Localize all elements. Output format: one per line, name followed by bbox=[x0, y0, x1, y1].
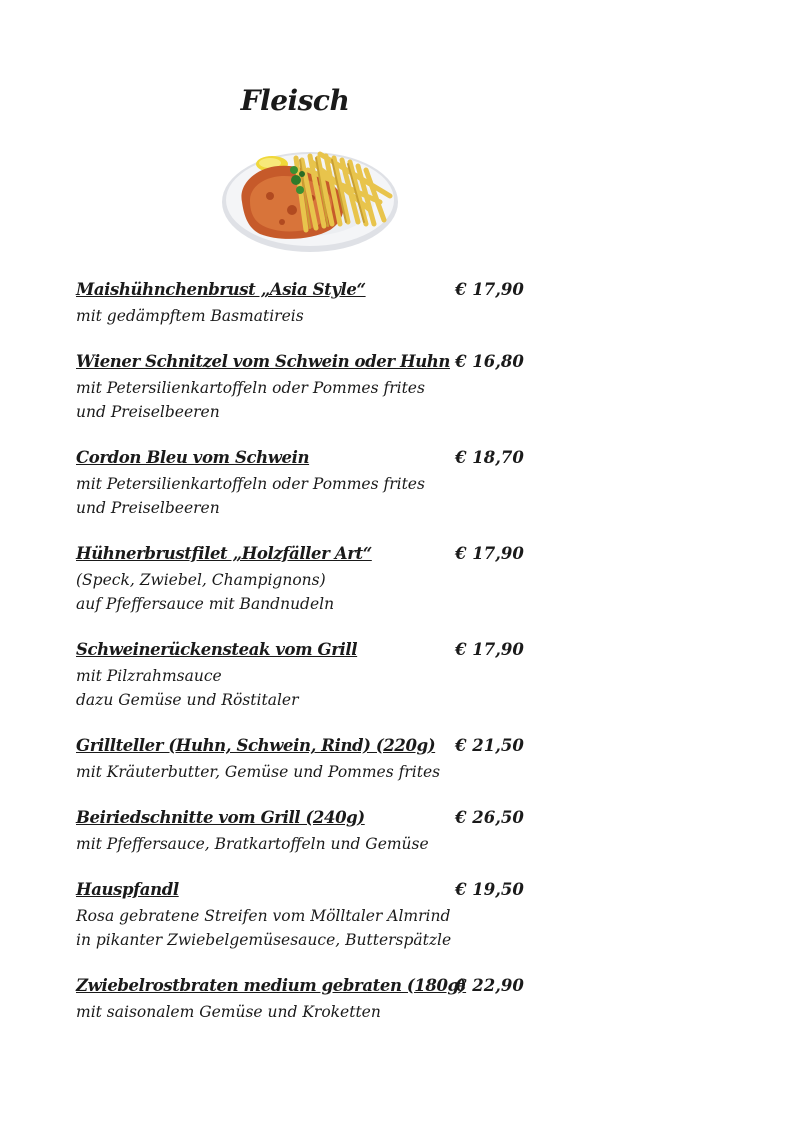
menu-item-header bbox=[76, 544, 536, 568]
dish-description: (Speck, Zwiebel, Champignons) bbox=[76, 571, 326, 589]
menu-item bbox=[76, 880, 536, 976]
dish-photo bbox=[220, 140, 402, 254]
dish-description: und Preiselbeeren bbox=[76, 403, 220, 421]
menu-item bbox=[76, 544, 536, 640]
menu-item-header bbox=[76, 880, 536, 904]
dish-description: mit Kräuterbutter, Gemüse und Pommes frites bbox=[76, 763, 441, 781]
dish-description: und Preiselbeeren bbox=[76, 499, 220, 517]
dish-price: € 22,90 bbox=[455, 976, 524, 995]
dish-name: Schweinerückensteak vom Grill bbox=[76, 640, 358, 659]
dish-price: € 19,50 bbox=[455, 880, 524, 899]
dish-description: Rosa gebratene Streifen vom Mölltaler Almrind bbox=[76, 907, 451, 925]
dish-description: mit saisonalem Gemüse und Kroketten bbox=[76, 1003, 381, 1021]
dish-description: mit Pilzrahmsauce bbox=[76, 667, 222, 685]
dish-description: in pikanter Zwiebelgemüsesauce, Butterspätzle bbox=[76, 931, 452, 949]
dish-name: Hühnerbrustfilet „Holzfäller Art“ bbox=[76, 544, 372, 563]
menu-item bbox=[76, 280, 536, 352]
dish-name: Maishühnchenbrust „Asia Style“ bbox=[76, 280, 366, 299]
dish-description: dazu Gemüse und Röstitaler bbox=[76, 691, 299, 709]
menu-item-header bbox=[76, 448, 536, 472]
dish-price: € 16,80 bbox=[455, 352, 524, 371]
menu-item bbox=[76, 736, 536, 808]
dish-price: € 17,90 bbox=[455, 640, 524, 659]
menu-item-header bbox=[76, 280, 536, 304]
dish-name: Zwiebelrostbraten medium gebraten (180g) bbox=[76, 976, 467, 995]
page-title: Fleisch bbox=[240, 84, 350, 117]
dish-name: Beiriedschnitte vom Grill (240g) bbox=[76, 808, 365, 827]
dish-name: Grillteller (Huhn, Schwein, Rind) (220g) bbox=[76, 736, 436, 755]
menu-item-header bbox=[76, 352, 536, 376]
dish-name: Wiener Schnitzel vom Schwein oder Huhn bbox=[76, 352, 450, 371]
dish-name: Cordon Bleu vom Schwein bbox=[76, 448, 310, 467]
menu-item bbox=[76, 352, 536, 448]
dish-price: € 17,90 bbox=[455, 280, 524, 299]
menu-item-header bbox=[76, 640, 536, 664]
menu-item-header bbox=[76, 808, 536, 832]
dish-description: auf Pfeffersauce mit Bandnudeln bbox=[76, 595, 335, 613]
dish-price: € 26,50 bbox=[455, 808, 524, 827]
menu-item bbox=[76, 976, 536, 1048]
menu-item bbox=[76, 448, 536, 544]
dish-description: mit gedämpftem Basmatireis bbox=[76, 307, 304, 325]
dish-name: Hauspfandl bbox=[76, 880, 179, 899]
dish-price: € 21,50 bbox=[455, 736, 524, 755]
menu-item-header bbox=[76, 736, 536, 760]
schnitzel-plate-icon bbox=[220, 140, 402, 254]
menu-item bbox=[76, 640, 536, 736]
menu-list bbox=[76, 280, 536, 1048]
dish-description: mit Pfeffersauce, Bratkartoffeln und Gemüse bbox=[76, 835, 429, 853]
menu-item bbox=[76, 808, 536, 880]
dish-price: € 18,70 bbox=[455, 448, 524, 467]
dish-description: mit Petersilienkartoffeln oder Pommes frites bbox=[76, 379, 425, 397]
menu-item-header bbox=[76, 976, 536, 1000]
dish-description: mit Petersilienkartoffeln oder Pommes frites bbox=[76, 475, 425, 493]
dish-price: € 17,90 bbox=[455, 544, 524, 563]
